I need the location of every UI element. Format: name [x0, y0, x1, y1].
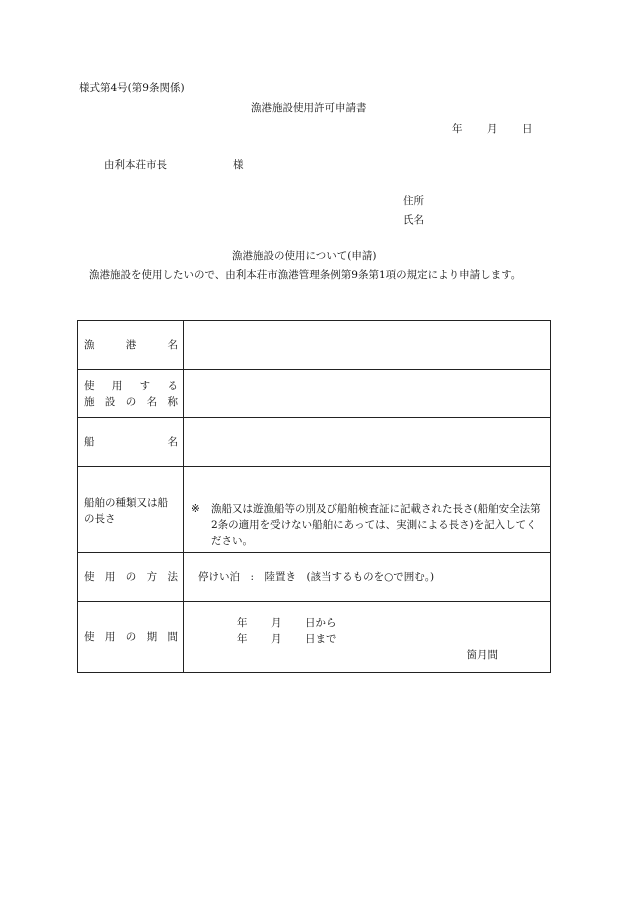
label-char: 設	[104, 395, 116, 408]
label-char: 用	[111, 379, 123, 392]
label-char: 名	[146, 395, 158, 408]
applicant-address-label: 住所	[403, 195, 424, 207]
note-mark: ※	[191, 503, 200, 515]
period-to-line	[191, 631, 543, 647]
label-char: の	[125, 395, 137, 408]
fishing-port-field[interactable]	[184, 321, 551, 370]
date-month: 月	[487, 123, 498, 135]
label-char: 間	[167, 631, 178, 643]
period-from-line	[191, 615, 543, 631]
label-char: 使	[84, 571, 95, 583]
label-char: の	[125, 631, 137, 643]
usage-period-field[interactable]	[184, 602, 551, 673]
spread-text	[84, 629, 178, 645]
spread-text	[84, 394, 178, 410]
label-char: 施	[84, 395, 95, 408]
table-row	[78, 553, 551, 602]
spread-text	[84, 337, 178, 353]
body-text: 漁港施設を使用したいので、由利本荘市漁港管理条例第9条第1項の規定により申請します。	[89, 269, 522, 281]
label-char: 名	[167, 339, 178, 351]
label-char: 漁	[84, 339, 95, 351]
facility-name-label	[78, 370, 184, 418]
spread-text	[84, 569, 178, 585]
usage-method-label	[78, 553, 184, 602]
ship-type-note	[191, 501, 543, 549]
date-day: 日	[522, 123, 533, 135]
addressee: 由利本荘市長	[104, 159, 167, 171]
label-char: の	[125, 571, 137, 583]
application-table	[77, 320, 551, 673]
spread-text	[84, 378, 178, 394]
honorific: 様	[233, 159, 244, 171]
period-to-year: 年	[237, 633, 248, 645]
usage-period-label	[78, 602, 184, 673]
period-from-day: 日から	[305, 617, 337, 629]
spread-text	[84, 434, 178, 450]
period-to-month: 月	[271, 633, 282, 645]
ship-type-field[interactable]	[184, 467, 551, 553]
note-text: 漁船又は遊漁船等の別及び船舶検査証に記載された長さ(船舶安全法第2条の適用を受けない船舶にあっては、実測による長さ)を記入してください。	[211, 503, 541, 547]
label-char: 船	[84, 436, 95, 448]
table-row	[78, 467, 551, 553]
label-char: 使	[84, 379, 95, 392]
usage-method-field[interactable]: 停けい泊 : 陸置き (該当するものを○で囲む。)	[184, 553, 551, 602]
subject-heading: 漁港施設の使用について(申請)	[232, 250, 377, 262]
date-year: 年	[452, 123, 463, 135]
table-row	[78, 602, 551, 673]
label-char: 方	[146, 571, 158, 583]
form-number: 様式第4号(第9条関係)	[79, 82, 185, 94]
ship-name-label	[78, 418, 184, 467]
table-row	[78, 370, 551, 418]
label-char: 用	[104, 571, 116, 583]
document-title: 漁港施設使用許可申請書	[251, 102, 367, 114]
table-row	[78, 418, 551, 467]
label-char: す	[139, 379, 151, 392]
label-char: 称	[167, 395, 178, 408]
fishing-port-label	[78, 321, 184, 370]
facility-name-field[interactable]	[184, 370, 551, 418]
label-char: 法	[167, 571, 178, 583]
label-char: 期	[146, 631, 158, 643]
label-char: 名	[167, 436, 178, 448]
ship-type-label: 船舶の種類又は船の長さ	[78, 467, 184, 553]
label-char: る	[167, 379, 178, 392]
ship-name-field[interactable]	[184, 418, 551, 467]
applicant-name-label: 氏名	[403, 214, 424, 226]
period-from-month: 月	[271, 617, 282, 629]
table-row	[78, 321, 551, 370]
period-to-day: 日まで	[305, 633, 337, 645]
label-char: 用	[104, 631, 116, 643]
period-from-year: 年	[237, 617, 248, 629]
label-char: 港	[125, 339, 137, 351]
label-char: 使	[84, 631, 95, 643]
period-months: 箇月間	[466, 649, 498, 661]
